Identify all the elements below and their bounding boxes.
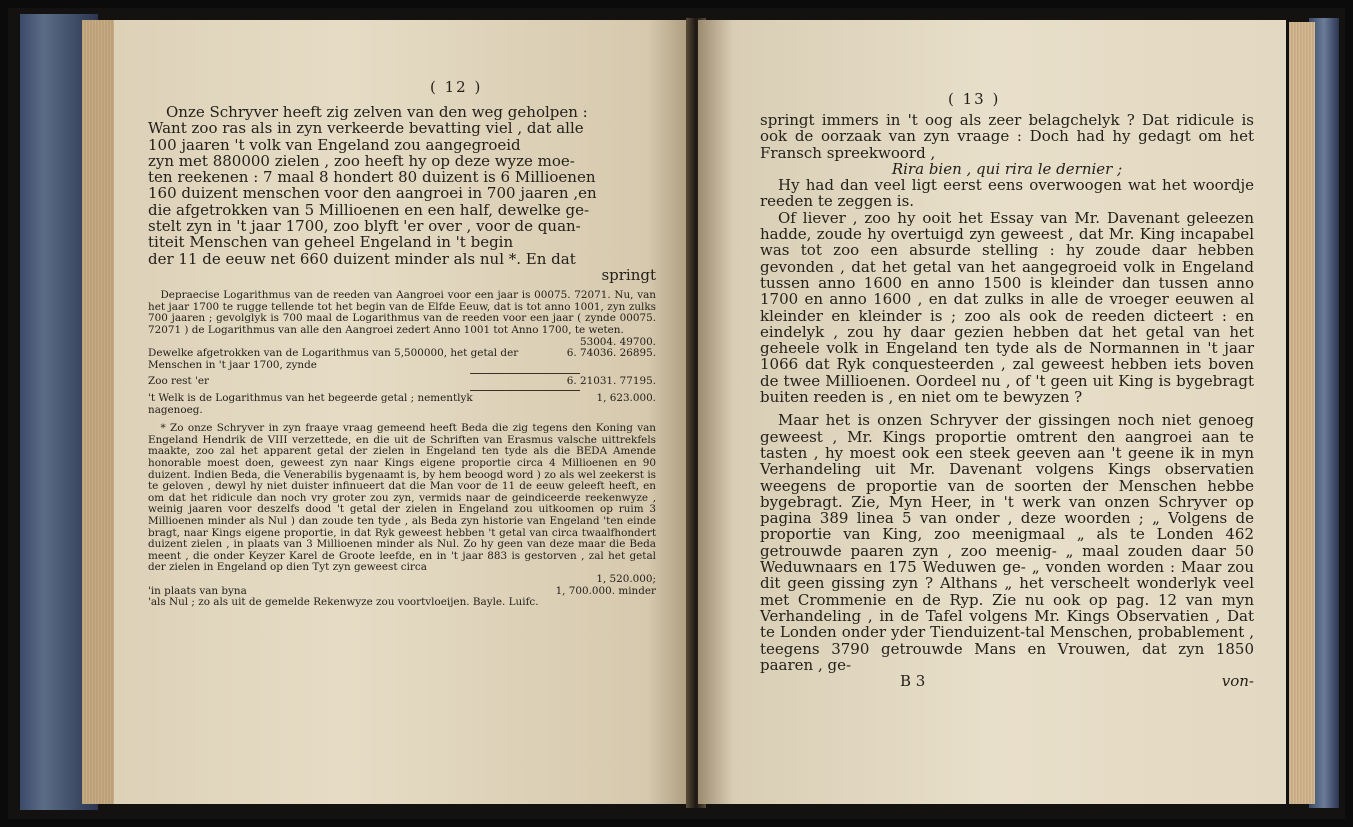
text-line: der 11 de eeuw net 660 duizent minder als nul *. En dat xyxy=(148,249,576,268)
calc-value: 1, 623.000. xyxy=(596,392,656,405)
main-text xyxy=(760,112,1254,673)
right-page xyxy=(698,20,1286,804)
signature-mark: B 3 xyxy=(900,672,926,691)
text-line: ten reekenen : 7 maal 8 hondert 80 duizent is 6 Millioenen xyxy=(148,168,596,187)
signature-line xyxy=(760,673,1254,689)
left-page-text xyxy=(148,104,656,609)
text-line: Want zoo ras als in zyn verkeerde bevatting viel , dat alle xyxy=(148,119,584,138)
left-page xyxy=(114,20,694,804)
paragraph: Maar het is onzen Schryver der gissingen noch niet genoeg geweest , Mr. Kings proportie omtrent den aangroei aan te tasten , hy moest ook een steek geeven aan 't geene ik in myn Verhandeling uit Mr. Davenant volgens Kings observatien weegens de proportie van de soorten der Menschen hebbe bygebragt. Zie, Myn Heer, in 't werk van onzen Schryver op pagina 389 linea 5 van onder , deze woorden ; „ Volgens de proportie van King, zoo meenigmaal „ als te Londen 462 getrouwde paaren zyn , zoo meenig- „ maal zouden daar 50 Weduwnaars en 175 Weduwen ge- „ vonden worden : Maar zou dit geen gissing zyn ? Althans „ het verscheelt wonderlyk veel met Crommenie en de Ryp. Zie nu ook op pag. 12 van myn Verhandeling , in de Tafel volgens Mr. Kings Observatien , Dat te Londen onder yder Tienduizent-tal Menschen, probablement , teegens 3790 getrouwde Mans en Vrouwen, dat zyn 1850 paaren , ge- xyxy=(760,411,1254,674)
footnote-logarithm: Depraecise Logarithmus van de reeden van Aangroei voor een jaar is 00075. 72071. Nu, van het jaar 1700 te rugge tellende tot het begin van de Elfde Eeuw, dat is tot anno 1001, zyn zulks 700 jaaren ; gevolglyk is 700 maal de Logarithmus van de reeden voor een jaar ( zynde 00075. 72071 ) de Logarithmus van alle den Aangroei zedert Anno 1001 tot Anno 1700, te weten. xyxy=(148,289,656,337)
catchword: springt xyxy=(601,265,656,284)
right-page-text xyxy=(760,112,1254,689)
footnote-beda: * Zo onze Schryver in zyn fraaye vraag gemeend heeft Beda die zig tegens den Koning van Engeland Hendrik de VIII verzettede, en die uit de Schriften van Erasmus valsche uittrekfels maakte, zoo zal het apparent getal der zielen in Engeland ten tyde als die BEDA Amende honorable moest doen, geweest zyn naar Kings eigene proportie circa 4 Millioenen en 90 duizent. Indien Beda, die Venerabilis bygenaamt is, by hem beoogd word ) zo als wel zeekerst is te geloven , dewyl hy niet duister infinueert dat die Man voor de 11 de eeuw geleeft heeft, en om dat het ridicule dan noch vry groter zou zyn, vermids naar de geindiceerde reekenwyze , weinig jaaren voor deszelfs dood 't getal der zielen in Engeland zou uitkoomen op ruim 3 Millioenen minder als Nul ) dan zoude ten tyde , als Beda zyn historie van Engeland 'ten einde bragt, naar Kings eigene proportie, in dat Ryk geweest hebben 't getal van circa twaalfhondert duizent zielen , in plaats van 3 Millioenen minder als Nul. Zo hy geen van deze maar die Beda meent , die onder Keyzer Karel de Groote leefde, en in 't jaar 883 is gestorven , zal het getal der zielen in Engeland op dien Tyt zyn geweest circa xyxy=(148,422,656,574)
calc-label: Dewelke afgetrokken van de Logarithmus van 5,500000, het getal der Menschen in 't jaar 1700, zynde xyxy=(148,347,519,371)
page-number: ( 12 ) xyxy=(430,78,483,96)
calc-value: 53004. 49700. xyxy=(579,335,656,348)
paragraph: Of liever , zoo hy ooit het Essay van Mr. Davenant geleezen hadde, zoude hy overtuigd zyn geweest , dat Mr. King incapabel was tot zoo een absurde stelling : hy zoude daar hebben gevonden , dat het getal van het aangegroeid volk in Engeland tussen anno 1600 en anno 1500 is kleinder dan tussen anno 1700 en anno 1600 , en dat zulks in alle de vroeger eeuwen al kleinder en kleinder is ; zoo als ook de reeden dicteert : en eindelyk , zou hy daar gezien hebben dat het getal van het geheele volk in Engeland ten tyde als de Normannen in 't jaar 1066 dat Ryk conquesteerden , zal geweest hebben iets boven de twee Millioenen. Oordeel nu , of 't geen uit King is bygebragt buiten reeden is , en niet om te bewyzen ? xyxy=(760,208,1254,407)
paragraph: Hy had dan veel ligt eerst eens overwoogen wat het woordje reeden te zeggen is. xyxy=(760,176,1254,211)
calc-label: 't Welk is de Logarithmus van het begeerde getal ; nementlyk nagenoeg. xyxy=(148,392,473,416)
calc-value: 6. 74036. 26895. xyxy=(566,347,656,360)
text-line: titeit Menschen van geheel Engeland in 't begin xyxy=(148,233,514,252)
footnote-closing: 'als Nul ; zo als uit de gemelde Rekenwyze zou voortvloeijen. Bayle. Luifc. xyxy=(148,596,539,609)
text-line: stelt zyn in 't jaar 1700, zoo blyft 'er over , voor de quan- xyxy=(148,217,581,236)
calc-rule xyxy=(470,373,580,374)
text-line: zyn met 880000 zielen , zoo heeft hy op deze wyze moe- xyxy=(148,151,575,170)
calc-row xyxy=(148,376,656,388)
calc-rule xyxy=(470,390,580,391)
paragraph: springt immers in 't oog als zeer belagchelyk ? Dat ridicule is ook de oorzaak van zyn vraage : Doch had hy gedagt om het Fransch spreekwoord , xyxy=(760,111,1254,162)
calc-label: Zoo rest 'er xyxy=(148,375,209,388)
calc-row xyxy=(148,574,656,586)
text-line: 100 jaaren 't volk van Engeland zou aangegroeid xyxy=(148,135,521,154)
text-line: Onze Schryver heeft zig zelven van den weg geholpen : xyxy=(166,103,588,121)
text-line: 160 duizent menschen voor den aangroei in 700 jaaren ,en xyxy=(148,184,597,203)
catchword: von- xyxy=(1221,672,1254,691)
calc-value: 1, 700.000. minder xyxy=(555,584,656,597)
calc-row xyxy=(148,348,656,371)
calc-value: 6. 21031. 77195. xyxy=(566,375,656,388)
main-text xyxy=(148,104,656,283)
calc-label: 'in plaats van byna xyxy=(148,584,247,597)
page-number: ( 13 ) xyxy=(948,90,1001,108)
calc-value: 1, 520.000; xyxy=(596,572,656,585)
text-line: die afgetrokken van 5 Millioenen en een half, dewelke ge- xyxy=(148,200,590,219)
calc-row xyxy=(148,393,656,416)
book-spread xyxy=(8,8,1345,819)
page-edges-right xyxy=(1289,22,1315,804)
motto: Rira bien , qui rira le dernier ; xyxy=(891,159,1123,178)
